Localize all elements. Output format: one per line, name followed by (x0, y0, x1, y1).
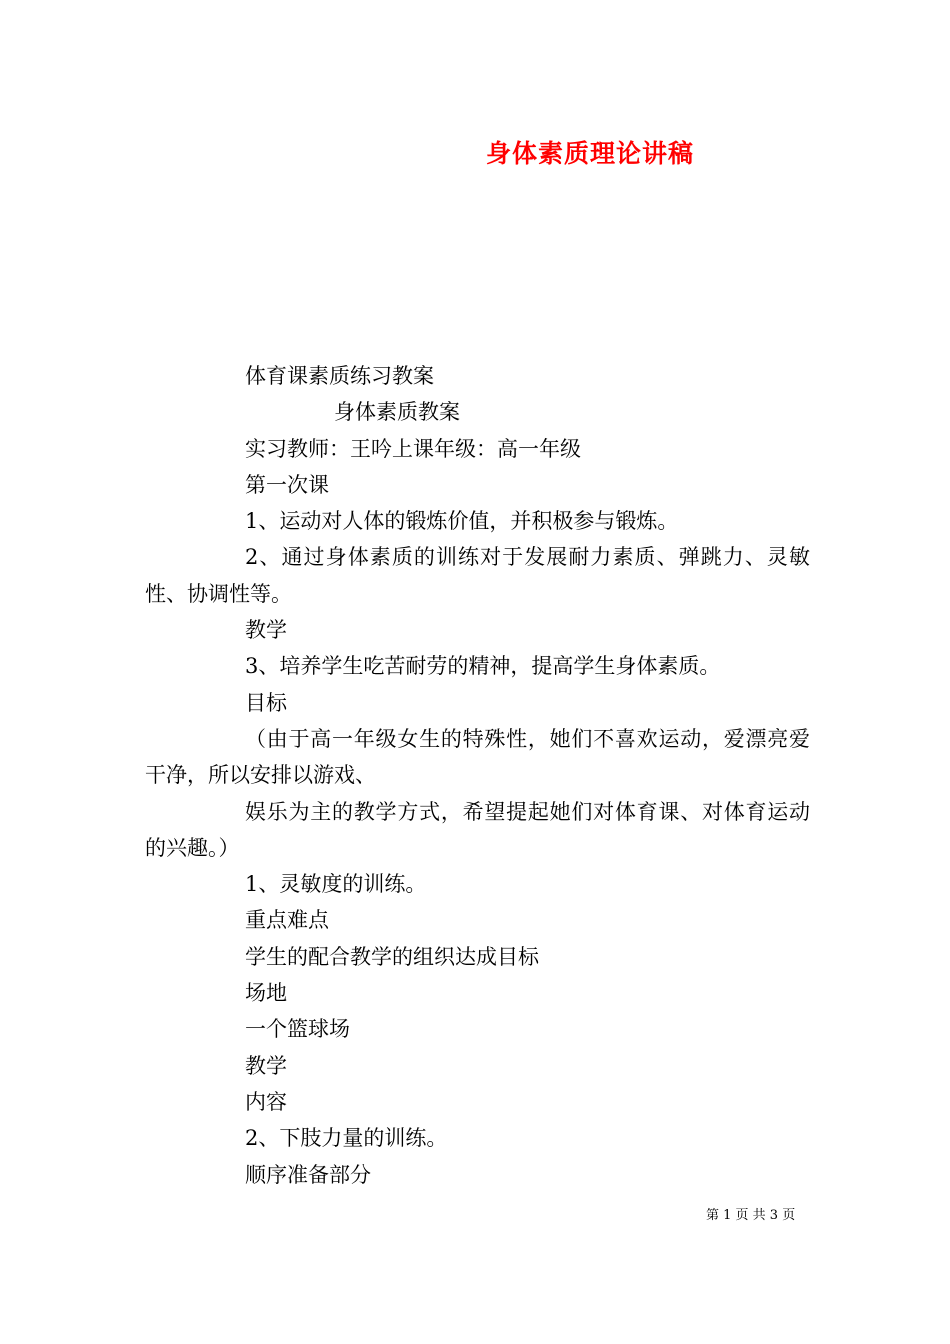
document-body (145, 358, 810, 1193)
text-line: 目标 (245, 690, 287, 715)
text-line: 第一次课 (245, 472, 329, 497)
text-line: 教学 (245, 1053, 287, 1078)
text-paragraph: （由于高一年级女生的特殊性，她们不喜欢运动，爱漂亮爱干净，所以安排以游戏、 (145, 726, 810, 788)
page-number-footer: 第 1 页 共 3 页 (706, 1208, 796, 1223)
text-line: 3、培养学生吃苦耐劳的精神，提高学生身体素质。 (245, 654, 721, 679)
text-paragraph: 娱乐为主的教学方式，希望提起她们对体育课、对体育运动的兴趣。） (145, 799, 810, 860)
text-line: 1、灵敏度的训练。 (245, 872, 427, 897)
text-line: 一个篮球场 (245, 1017, 350, 1042)
text-line: 身体素质教案 (334, 400, 460, 425)
text-line: 体育课素质练习教案 (245, 364, 434, 388)
text-line: 实习教师：王吟上课年级：高一年级 (245, 436, 581, 461)
document-title: 身体素质理论讲稿 (485, 139, 694, 168)
text-line: 教学 (245, 618, 287, 643)
text-line: 重点难点 (245, 908, 329, 933)
text-line: 场地 (245, 981, 287, 1006)
text-line: 学生的配合教学的组织达成目标 (245, 944, 539, 969)
text-paragraph: 2、通过身体素质的训练对于发展耐力素质、弹跳力、灵敏性、协调性等。 (145, 545, 810, 606)
text-line: 1、运动对人体的锻炼价值，并积极参与锻炼。 (245, 509, 679, 534)
text-line: 顺序准备部分 (245, 1162, 371, 1187)
text-line: 2、下肢力量的训练。 (245, 1126, 448, 1151)
text-line: 内容 (245, 1089, 287, 1114)
